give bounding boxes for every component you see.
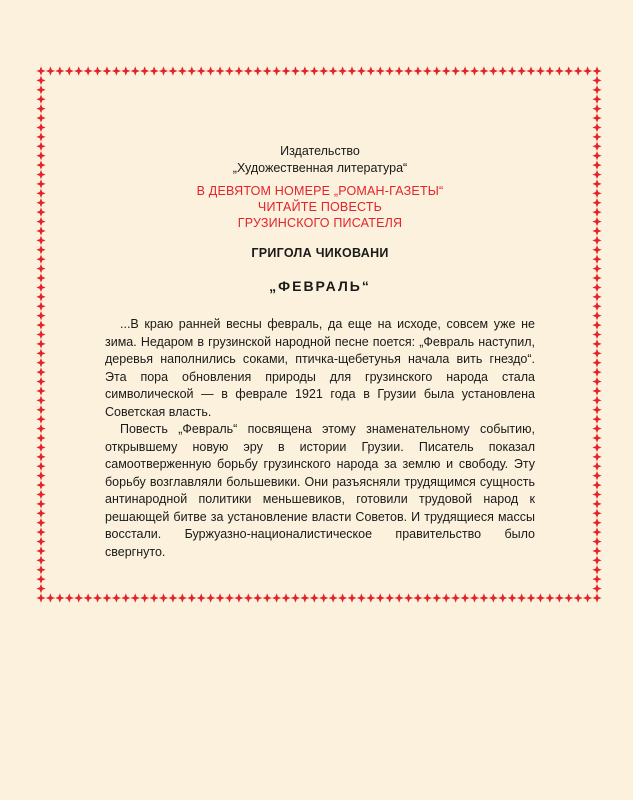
border-star-13 [93, 593, 102, 602]
publisher-name: „Художественная литература“ [232, 161, 408, 175]
border-star-130 [36, 123, 45, 132]
border-star-155 [592, 236, 601, 245]
border-star-5 [55, 593, 64, 602]
border-star-68 [357, 66, 366, 75]
border-star-135 [592, 142, 601, 151]
border-star-227 [592, 575, 601, 584]
announcement-line-2: ЧИТАЙТЕ ПОВЕСТЬ [257, 200, 383, 214]
border-star-196 [36, 433, 45, 442]
border-star-217 [592, 528, 601, 537]
border-star-208 [36, 490, 45, 499]
border-star-105 [526, 593, 535, 602]
border-star-40 [225, 66, 234, 75]
border-star-148 [36, 208, 45, 217]
border-star-76 [395, 66, 404, 75]
border-star-62 [329, 66, 338, 75]
border-star-213 [592, 509, 601, 518]
border-star-192 [36, 415, 45, 424]
border-star-114 [574, 66, 583, 75]
page-content [105, 143, 535, 561]
border-star-51 [272, 593, 281, 602]
border-star-153 [592, 226, 601, 235]
border-star-9 [74, 593, 83, 602]
border-star-50 [272, 66, 281, 75]
border-star-107 [536, 593, 545, 602]
border-star-200 [36, 452, 45, 461]
border-star-111 [555, 593, 564, 602]
border-star-30 [178, 66, 187, 75]
publisher-label: Издательство [280, 144, 360, 158]
border-star-25 [149, 593, 158, 602]
border-star-194 [36, 424, 45, 433]
border-star-120 [36, 76, 45, 85]
border-star-175 [592, 330, 601, 339]
border-star-18 [121, 66, 130, 75]
border-star-158 [36, 255, 45, 264]
border-star-83 [423, 593, 432, 602]
border-star-184 [36, 377, 45, 386]
border-star-103 [517, 593, 526, 602]
border-star-165 [592, 283, 601, 292]
border-star-128 [36, 113, 45, 122]
border-star-41 [225, 593, 234, 602]
border-star-216 [36, 528, 45, 537]
border-star-170 [36, 311, 45, 320]
border-star-31 [178, 593, 187, 602]
border-star-122 [36, 85, 45, 94]
border-star-57 [300, 593, 309, 602]
border-star-159 [592, 255, 601, 264]
border-star-127 [592, 104, 601, 113]
border-star-121 [592, 76, 601, 85]
border-star-71 [366, 593, 375, 602]
border-star-58 [310, 66, 319, 75]
border-star-8 [74, 66, 83, 75]
border-star-38 [215, 66, 224, 75]
border-star-77 [395, 593, 404, 602]
border-star-16 [112, 66, 121, 75]
border-star-21 [131, 593, 140, 602]
border-star-95 [479, 593, 488, 602]
border-star-225 [592, 565, 601, 574]
border-star-209 [592, 490, 601, 499]
border-star-46 [253, 66, 262, 75]
border-star-2 [46, 66, 55, 75]
border-star-189 [592, 396, 601, 405]
border-star-12 [93, 66, 102, 75]
border-star-138 [36, 161, 45, 170]
border-star-65 [338, 593, 347, 602]
border-star-53 [281, 593, 290, 602]
border-star-63 [329, 593, 338, 602]
border-star-168 [36, 302, 45, 311]
border-star-94 [479, 66, 488, 75]
border-star-116 [583, 66, 592, 75]
border-star-117 [583, 593, 592, 602]
description-text [105, 316, 535, 561]
border-star-109 [545, 593, 554, 602]
border-star-45 [244, 593, 253, 602]
border-star-96 [489, 66, 498, 75]
border-star-97 [489, 593, 498, 602]
border-star-70 [366, 66, 375, 75]
border-star-131 [592, 123, 601, 132]
border-star-147 [592, 198, 601, 207]
border-star-219 [592, 537, 601, 546]
border-star-132 [36, 132, 45, 141]
border-star-75 [385, 593, 394, 602]
border-star-214 [36, 518, 45, 527]
border-star-206 [36, 480, 45, 489]
border-star-223 [592, 556, 601, 565]
border-star-187 [592, 386, 601, 395]
paragraph-2: Повесть „Февраль“ посвящена этому знаменательному событию, открывшему новую эру в истории Грузии. Писатель показал самоотверженную борьбу грузинского народа за землю и свободу. Эту борьбу возглавляли большевики. Они разъясняли трудящимся сущность антинародной политики меньшевиков, готовили трудовой народ к решающей битве за установление власти Советов. И трудящиеся массы восстали. Буржуазно-националистическое правительство было свергнуто. [105, 422, 535, 559]
border-star-210 [36, 499, 45, 508]
border-star-98 [498, 66, 507, 75]
border-star-66 [347, 66, 356, 75]
border-star-163 [592, 273, 601, 282]
border-star-26 [159, 66, 168, 75]
border-star-56 [300, 66, 309, 75]
announcement-line-3: ГРУЗИНСКОГО ПИСАТЕЛЯ [237, 216, 403, 230]
border-star-197 [592, 433, 601, 442]
border-star-54 [291, 66, 300, 75]
border-star-86 [442, 66, 451, 75]
border-star-44 [244, 66, 253, 75]
border-star-55 [291, 593, 300, 602]
border-star-101 [508, 593, 517, 602]
border-star-37 [206, 593, 215, 602]
border-star-171 [592, 311, 601, 320]
border-star-102 [517, 66, 526, 75]
border-star-82 [423, 66, 432, 75]
border-star-19 [121, 593, 130, 602]
border-star-100 [508, 66, 517, 75]
border-star-151 [592, 217, 601, 226]
border-star-104 [526, 66, 535, 75]
border-star-204 [36, 471, 45, 480]
border-star-137 [592, 151, 601, 160]
border-star-191 [592, 405, 601, 414]
border-star-139 [592, 161, 601, 170]
border-star-90 [460, 66, 469, 75]
border-star-49 [263, 593, 272, 602]
border-star-119 [592, 593, 601, 602]
border-star-211 [592, 499, 601, 508]
border-star-88 [451, 66, 460, 75]
border-star-144 [36, 189, 45, 198]
border-star-173 [592, 320, 601, 329]
border-star-229 [592, 584, 601, 593]
border-star-129 [592, 113, 601, 122]
border-star-17 [112, 593, 121, 602]
border-star-48 [263, 66, 272, 75]
border-star-28 [168, 66, 177, 75]
border-star-4 [55, 66, 64, 75]
border-star-181 [592, 358, 601, 367]
border-star-113 [564, 593, 573, 602]
border-star-99 [498, 593, 507, 602]
border-star-178 [36, 349, 45, 358]
border-star-146 [36, 198, 45, 207]
author-name: ГРИГОЛА ЧИКОВАНИ [251, 246, 389, 260]
border-star-69 [357, 593, 366, 602]
border-star-126 [36, 104, 45, 113]
border-star-156 [36, 245, 45, 254]
border-star-228 [36, 584, 45, 593]
border-star-124 [36, 95, 45, 104]
border-star-78 [404, 66, 413, 75]
border-star-43 [234, 593, 243, 602]
border-star-149 [592, 208, 601, 217]
border-star-108 [545, 66, 554, 75]
border-star-22 [140, 66, 149, 75]
border-star-29 [168, 593, 177, 602]
border-star-112 [564, 66, 573, 75]
border-star-142 [36, 179, 45, 188]
border-star-164 [36, 283, 45, 292]
border-star-79 [404, 593, 413, 602]
border-star-6 [65, 66, 74, 75]
book-title: „ФЕВРАЛЬ“ [269, 278, 371, 294]
announcement-line-1: В ДЕВЯТОМ НОМЕРЕ „РОМАН-ГАЗЕТЫ“ [196, 184, 444, 198]
border-star-198 [36, 443, 45, 452]
border-star-180 [36, 358, 45, 367]
border-star-91 [460, 593, 469, 602]
border-star-3 [46, 593, 55, 602]
border-star-143 [592, 179, 601, 188]
border-star-42 [234, 66, 243, 75]
border-star-39 [215, 593, 224, 602]
border-star-220 [36, 546, 45, 555]
border-star-218 [36, 537, 45, 546]
border-star-177 [592, 339, 601, 348]
border-star-215 [592, 518, 601, 527]
border-star-85 [432, 593, 441, 602]
border-star-162 [36, 273, 45, 282]
border-star-35 [197, 593, 206, 602]
border-star-87 [442, 593, 451, 602]
border-star-152 [36, 226, 45, 235]
border-star-72 [376, 66, 385, 75]
border-star-185 [592, 377, 601, 386]
border-star-221 [592, 546, 601, 555]
border-star-59 [310, 593, 319, 602]
border-star-193 [592, 415, 601, 424]
border-star-61 [319, 593, 328, 602]
border-star-201 [592, 452, 601, 461]
border-star-145 [592, 189, 601, 198]
border-star-10 [84, 66, 93, 75]
border-star-205 [592, 471, 601, 480]
border-star-183 [592, 368, 601, 377]
border-star-60 [319, 66, 328, 75]
border-star-24 [149, 66, 158, 75]
border-star-14 [102, 66, 111, 75]
border-star-1 [36, 593, 45, 602]
border-star-23 [140, 593, 149, 602]
border-star-81 [413, 593, 422, 602]
border-star-154 [36, 236, 45, 245]
border-star-33 [187, 593, 196, 602]
border-star-67 [347, 593, 356, 602]
header-block [105, 143, 535, 295]
border-star-167 [592, 292, 601, 301]
border-star-222 [36, 556, 45, 565]
border-star-32 [187, 66, 196, 75]
border-star-174 [36, 330, 45, 339]
border-star-52 [281, 66, 290, 75]
border-star-74 [385, 66, 394, 75]
border-star-172 [36, 320, 45, 329]
border-star-80 [413, 66, 422, 75]
border-star-27 [159, 593, 168, 602]
border-star-157 [592, 245, 601, 254]
border-star-169 [592, 302, 601, 311]
border-star-7 [65, 593, 74, 602]
border-star-166 [36, 292, 45, 301]
border-star-93 [470, 593, 479, 602]
border-star-84 [432, 66, 441, 75]
border-star-140 [36, 170, 45, 179]
border-star-115 [574, 593, 583, 602]
border-star-190 [36, 405, 45, 414]
border-star-110 [555, 66, 564, 75]
border-star-89 [451, 593, 460, 602]
border-star-133 [592, 132, 601, 141]
border-star-207 [592, 480, 601, 489]
border-star-34 [197, 66, 206, 75]
border-star-224 [36, 565, 45, 574]
border-star-136 [36, 151, 45, 160]
border-star-179 [592, 349, 601, 358]
border-star-150 [36, 217, 45, 226]
border-star-47 [253, 593, 262, 602]
border-star-11 [84, 593, 93, 602]
border-star-176 [36, 339, 45, 348]
border-star-125 [592, 95, 601, 104]
border-star-186 [36, 386, 45, 395]
paragraph-1: ...В краю ранней весны февраль, да еще на исходе, совсем уже не зима. Недаром в грузинской народной песне поется: „Февраль наступил, деревья наполнились соками, птичка-щебетунья начала вить гнездо“. Эта пора обновления природы для грузинского народа стала символической — в феврале 1921 года в Грузии была установлена Советская власть. [105, 317, 535, 419]
border-star-123 [592, 85, 601, 94]
border-star-203 [592, 462, 601, 471]
border-star-73 [376, 593, 385, 602]
border-star-118 [592, 66, 601, 75]
border-star-36 [206, 66, 215, 75]
border-star-134 [36, 142, 45, 151]
border-star-195 [592, 424, 601, 433]
border-star-212 [36, 509, 45, 518]
border-star-226 [36, 575, 45, 584]
border-star-0 [36, 66, 45, 75]
border-star-15 [102, 593, 111, 602]
border-star-20 [131, 66, 140, 75]
border-star-64 [338, 66, 347, 75]
border-star-182 [36, 368, 45, 377]
border-star-92 [470, 66, 479, 75]
border-star-199 [592, 443, 601, 452]
border-star-161 [592, 264, 601, 273]
border-star-160 [36, 264, 45, 273]
border-star-202 [36, 462, 45, 471]
border-star-141 [592, 170, 601, 179]
border-star-106 [536, 66, 545, 75]
border-star-188 [36, 396, 45, 405]
